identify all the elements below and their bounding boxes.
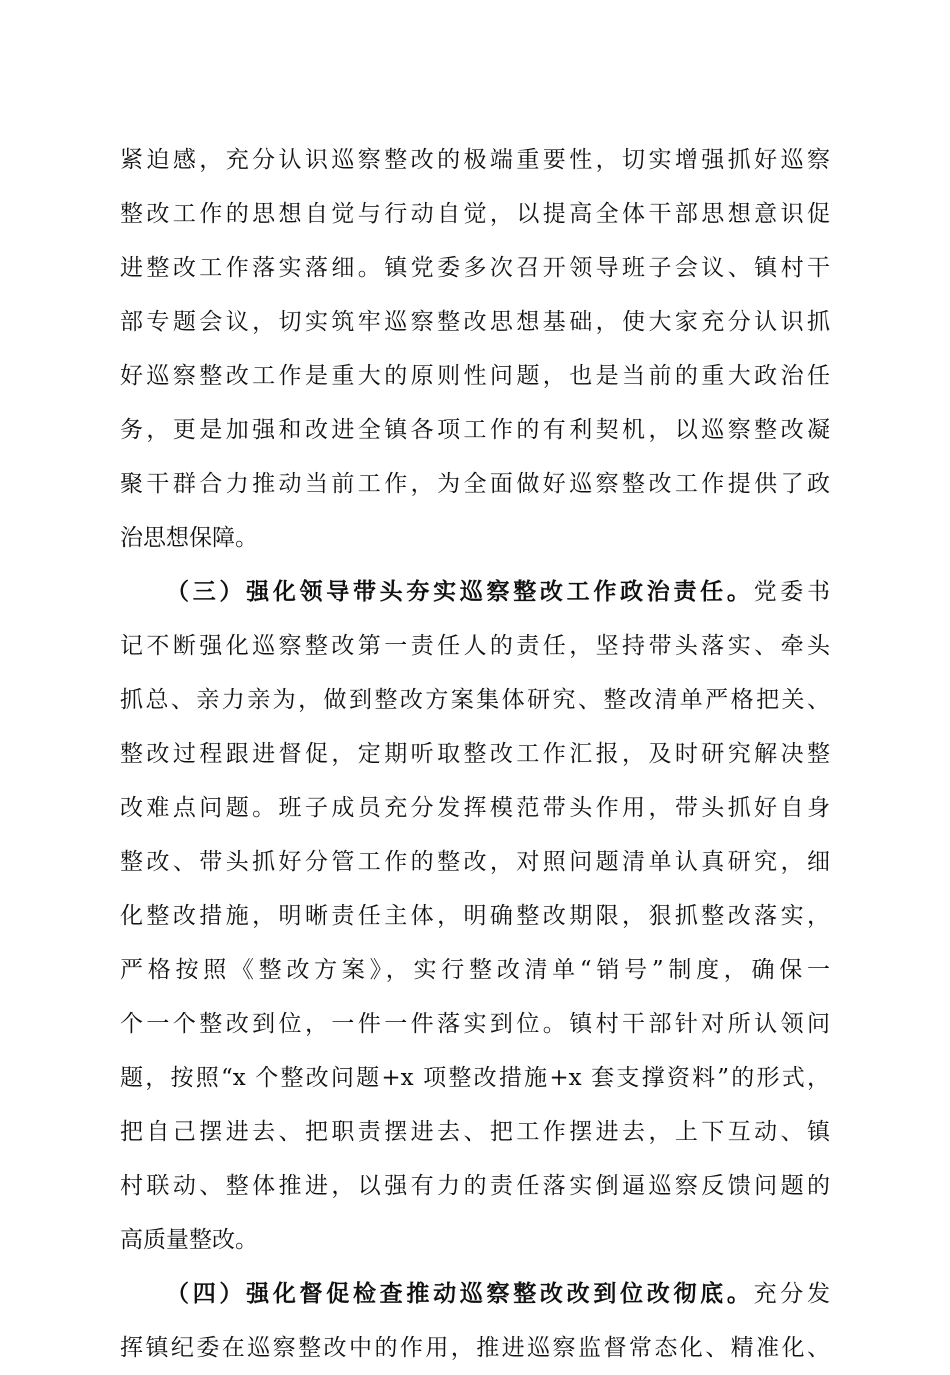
paragraph-line: 好巡察整改工作是重大的原则性问题，也是当前的重大政治任 bbox=[120, 363, 830, 389]
paragraph-line: 村联动、整体推进，以强有力的责任落实倒逼巡察反馈问题的 bbox=[120, 1173, 830, 1199]
paragraph-line: 整改、带头抓好分管工作的整改，对照问题清单认真研究，细 bbox=[120, 849, 830, 875]
paragraph-line: 治思想保障。 bbox=[120, 525, 258, 551]
paragraph-line: 严格按照《整改方案》，实行整改清单“销号”制度，确保一 bbox=[120, 957, 830, 983]
paragraph-line: 化整改措施，明晰责任主体，明确整改期限，狠抓整改落实， bbox=[120, 903, 830, 929]
paragraph-line: 部专题会议，切实筑牢巡察整改思想基础，使大家充分认识抓 bbox=[120, 309, 830, 335]
paragraph-line: 改难点问题。班子成员充分发挥模范带头作用，带头抓好自身 bbox=[120, 795, 830, 821]
section-3-heading: （三）强化领导带头夯实巡察整改工作政治责任。 bbox=[166, 579, 754, 605]
paragraph-line: 整改过程跟进督促，定期听取整改工作汇报，及时研究解决整 bbox=[120, 741, 830, 767]
paragraph-line: 高质量整改。 bbox=[120, 1227, 258, 1253]
paragraph-line: 把自己摆进去、把职责摆进去、把工作摆进去，上下互动、镇 bbox=[120, 1119, 830, 1145]
paragraph-line: 记不断强化巡察整改第一责任人的责任，坚持带头落实、牵头 bbox=[120, 633, 830, 659]
paragraph-line: 个一个整改到位，一件一件落实到位。镇村干部针对所认领问 bbox=[120, 1011, 830, 1037]
paragraph-line: 进整改工作落实落细。镇党委多次召开领导班子会议、镇村干 bbox=[120, 255, 830, 281]
paragraph-line: 挥镇纪委在巡察整改中的作用，推进巡察监督常态化、精准化、 bbox=[120, 1335, 830, 1361]
section-3-first-line-text: 党委书 bbox=[753, 579, 831, 605]
paragraph-line: 紧迫感，充分认识巡察整改的极端重要性，切实增强抓好巡察 bbox=[120, 147, 830, 173]
section-4-first-line bbox=[166, 1267, 830, 1321]
paragraph-line: 抓总、亲力亲为，做到整改方案集体研究、整改清单严格把关、 bbox=[120, 687, 830, 713]
paragraph-line: 聚干群合力推动当前工作，为全面做好巡察整改工作提供了政 bbox=[120, 471, 830, 497]
paragraph-line: 务，更是加强和改进全镇各项工作的有利契机，以巡察整改凝 bbox=[120, 417, 830, 443]
paragraph-line: 整改工作的思想自觉与行动自觉，以提高全体干部思想意识促 bbox=[120, 201, 830, 227]
section-4-heading: （四）强化督促检查推动巡察整改改到位改彻底。 bbox=[166, 1281, 754, 1307]
section-4-first-line-text: 充分发 bbox=[753, 1281, 831, 1307]
section-3-first-line bbox=[166, 565, 830, 619]
paragraph-line: 题，按照“x 个整改问题+x 项整改措施+x 套支撑资料”的形式， bbox=[120, 1065, 830, 1091]
